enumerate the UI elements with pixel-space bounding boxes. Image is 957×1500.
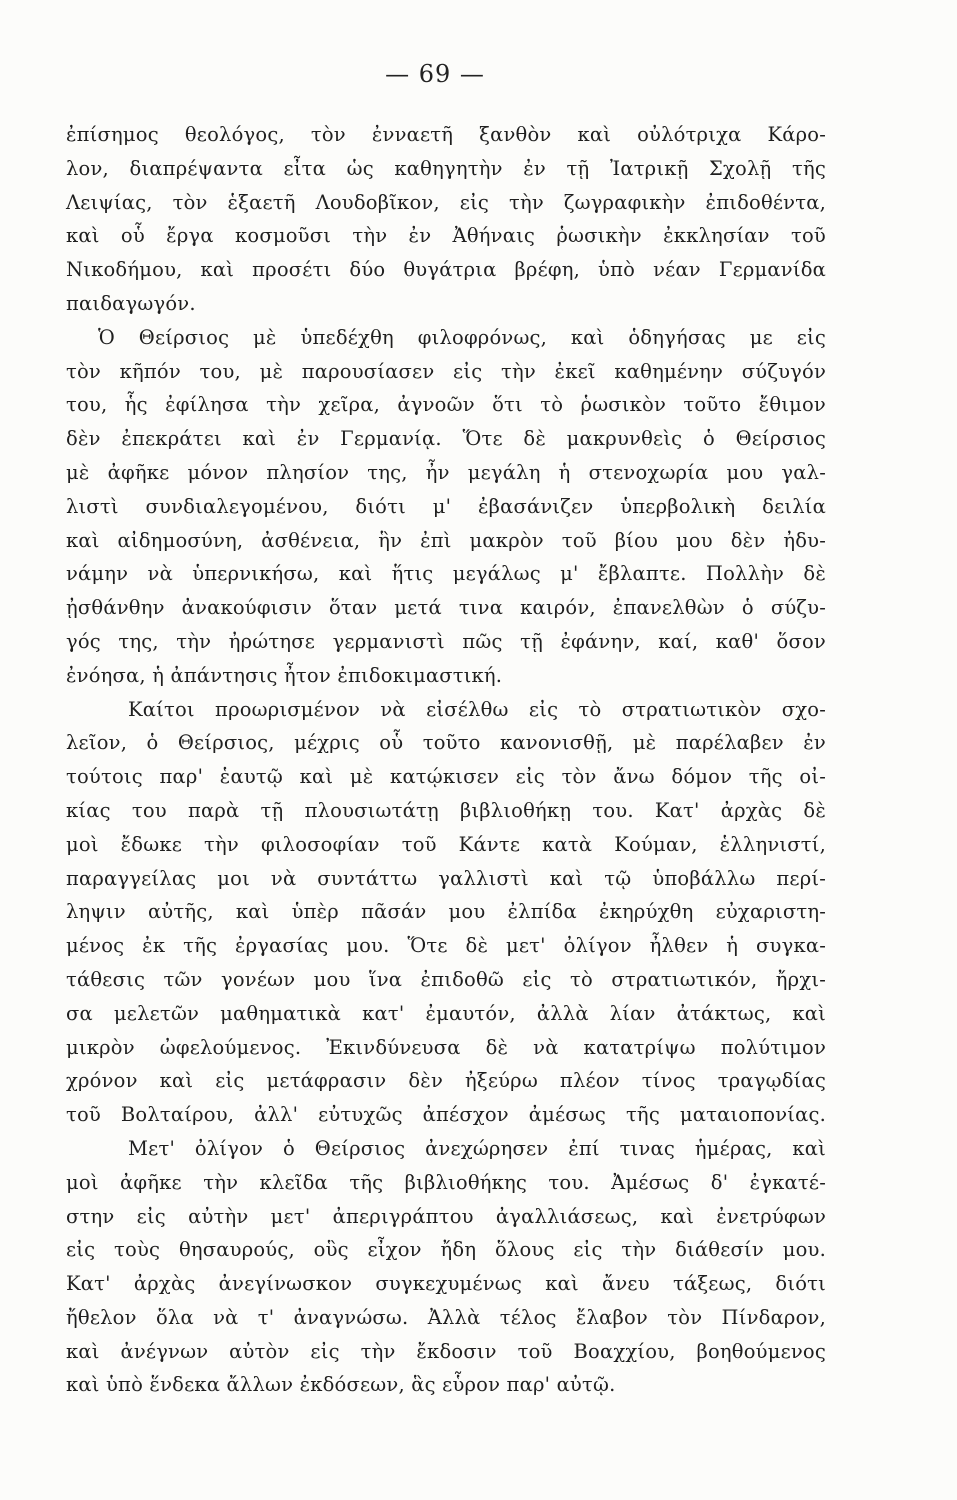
text-line: στην εἰς αὐτὴν μετ' ἀπεριγράπτου ἀγαλλιάσεως, καὶ ἐνετρύφων (66, 1204, 826, 1228)
text-line: καὶ αἰδημοσύνη, ἀσθένεια, ἣν ἐπὶ μακρὸν τοῦ βίου μου δὲν ἠδυ- (66, 528, 826, 552)
text-line: τούτοις παρ' ἑαυτῷ καὶ μὲ κατῴκισεν εἰς τὸν ἄνω δόμον τῆς οἰ- (66, 765, 826, 789)
text-line: Λειψίας, τὸν ἑξαετῆ Λουδοβῖκον, εἰς τὴν ζωγραφικὴν ἐπιδοθέντα, (66, 190, 826, 214)
text-line: λεῖον, ὁ Θείρσιος, μέχρις οὗ τοῦτο κανονισθῇ, μὲ παρέλαβεν ἐν (66, 731, 826, 755)
text-line: μὲ ἀφῆκε μόνον πλησίον της, ἦν μεγάλη ἡ στενοχωρία μου γαλ- (66, 460, 826, 484)
text-line: ἐνόησα, ἡ ἀπάντησις ἦτον ἐπιδοκιμαστική. (66, 663, 503, 687)
text-line: του, ἧς ἐφίλησα τὴν χεῖρα, ἀγνοῶν ὅτι τὸ ῥωσικὸν τοῦτο ἔθιμον (66, 393, 826, 417)
text-line: γός της, τὴν ἠρώτησε γερμανιστὶ πῶς τῇ ἐφάνην, καί, καθ' ὅσον (66, 629, 826, 653)
text-line: μοὶ ἀφῆκε τὴν κλεῖδα τῆς βιβλιοθήκης του. Ἀμέσως δ' ἐγκατέ- (66, 1170, 826, 1194)
text-line: λιστὶ συνδιαλεγομένου, διότι μ' ἐβασάνιζεν ὑπερβολικὴ δειλία (66, 494, 826, 518)
text-line: χρόνον καὶ εἰς μετάφρασιν δὲν ἠξεύρω πλέον τίνος τραγῳδίας (66, 1069, 826, 1093)
text-line: εἰς τοὺς θησαυρούς, οὓς εἶχον ἤδη ὅλους εἰς τὴν διάθεσίν μου. (66, 1238, 826, 1262)
text-line: Ὁ Θείρσιος μὲ ὑπεδέχθη φιλοφρόνως, καὶ ὁδηγήσας με εἰς (98, 325, 826, 349)
text-line: ληψιν αὐτῆς, καὶ ὑπὲρ πᾶσάν μου ἐλπίδα ἐκηρύχθη εὐχαριστη- (66, 900, 826, 924)
text-line: Καίτοι προωρισμένον νὰ εἰσέλθω εἰς τὸ στρατιωτικὸν σχο- (128, 697, 826, 721)
text-line: κίας του παρὰ τῇ πλουσιωτάτῃ βιβλιοθήκῃ του. Κατ' ἀρχὰς δὲ (66, 798, 826, 822)
text-line: τὸν κῆπόν του, μὲ παρουσίασεν εἰς τὴν ἐκεῖ καθημένην σύζυγόν (66, 359, 826, 383)
text-line: νάμην νὰ ὑπερνικήσω, καὶ ἥτις μεγάλως μ' ἔβλαπτε. Πολλὴν δὲ (66, 562, 826, 586)
body-text (66, 118, 826, 1402)
text-line: καὶ ἀνέγνων αὐτὸν εἰς τὴν ἔκδοσιν τοῦ Βοαχχίου, βοηθούμενος (66, 1339, 826, 1363)
text-line: μένος ἐκ τῆς ἐργασίας μου. Ὅτε δὲ μετ' ὀλίγον ἦλθεν ἡ συγκα- (66, 934, 826, 958)
text-line: καὶ οὗ ἔργα κοσμοῦσι τὴν ἐν Ἀθήναις ῥωσικὴν ἐκκλησίαν τοῦ (66, 224, 826, 248)
text-line: μικρὸν ὠφελούμενος. Ἐκινδύνευσα δὲ νὰ κατατρίψω πολύτιμον (66, 1035, 826, 1059)
text-line: ᾐσθάνθην ἀνακούφισιν ὅταν μετά τινα καιρόν, ἐπανελθὼν ὁ σύζυ- (66, 596, 826, 620)
text-line: καὶ ὑπὸ ἕνδεκα ἄλλων ἐκδόσεων, ἃς εὗρον παρ' αὐτῷ. (66, 1373, 616, 1397)
text-line: Μετ' ὀλίγον ὁ Θείρσιος ἀνεχώρησεν ἐπί τινας ἡμέρας, καὶ (128, 1136, 826, 1160)
text-line: τοῦ Βολταίρου, ἀλλ' εὐτυχῶς ἀπέσχον ἀμέσως τῆς ματαιοπονίας. (66, 1103, 826, 1127)
text-line: ἐπίσημος θεολόγος, τὸν ἐνναετῆ ξανθὸν καὶ οὐλότριχα Κάρο- (66, 123, 826, 146)
text-line: Κατ' ἀρχὰς ἀνεγίνωσκον συγκεχυμένως καὶ ἄνευ τάξεως, διότι (66, 1272, 826, 1296)
text-line: παραγγείλας μοι νὰ συντάττω γαλλιστὶ καὶ τῷ ὑποβάλλω περί- (66, 866, 826, 890)
text-line: παιδαγωγόν. (66, 291, 196, 315)
text-line: ἤθελον ὅλα νὰ τ' ἀναγνώσω. Ἀλλὰ τέλος ἔλαβον τὸν Πίνδαρον, (66, 1305, 826, 1329)
text-line: σα μελετῶν μαθηματικὰ κατ' ἐμαυτόν, ἀλλὰ λίαν ἀτάκτως, καὶ (66, 1001, 826, 1025)
text-line: δὲν ἐπεκράτει καὶ ἐν Γερμανίᾳ. Ὅτε δὲ μακρυνθεὶς ὁ Θείρσιος (66, 427, 826, 451)
text-line: μοὶ ἔδωκε τὴν φιλοσοφίαν τοῦ Κάντε κατὰ Κούμαν, ἑλληνιστί, (66, 832, 826, 856)
text-line: τάθεσις τῶν γονέων μου ἵνα ἐπιδοθῶ εἰς τὸ στρατιωτικόν, ἤρχι- (66, 967, 826, 991)
text-line: Νικοδήμου, καὶ προσέτι δύο θυγάτρια βρέφη, ὑπὸ νέαν Γερμανίδα (66, 258, 826, 282)
text-line: λον, διαπρέψαντα εἶτα ὡς καθηγητὴν ἐν τῇ Ἰατρικῇ Σχολῇ τῆς (66, 156, 826, 180)
page-number: — 69 — (385, 60, 485, 88)
